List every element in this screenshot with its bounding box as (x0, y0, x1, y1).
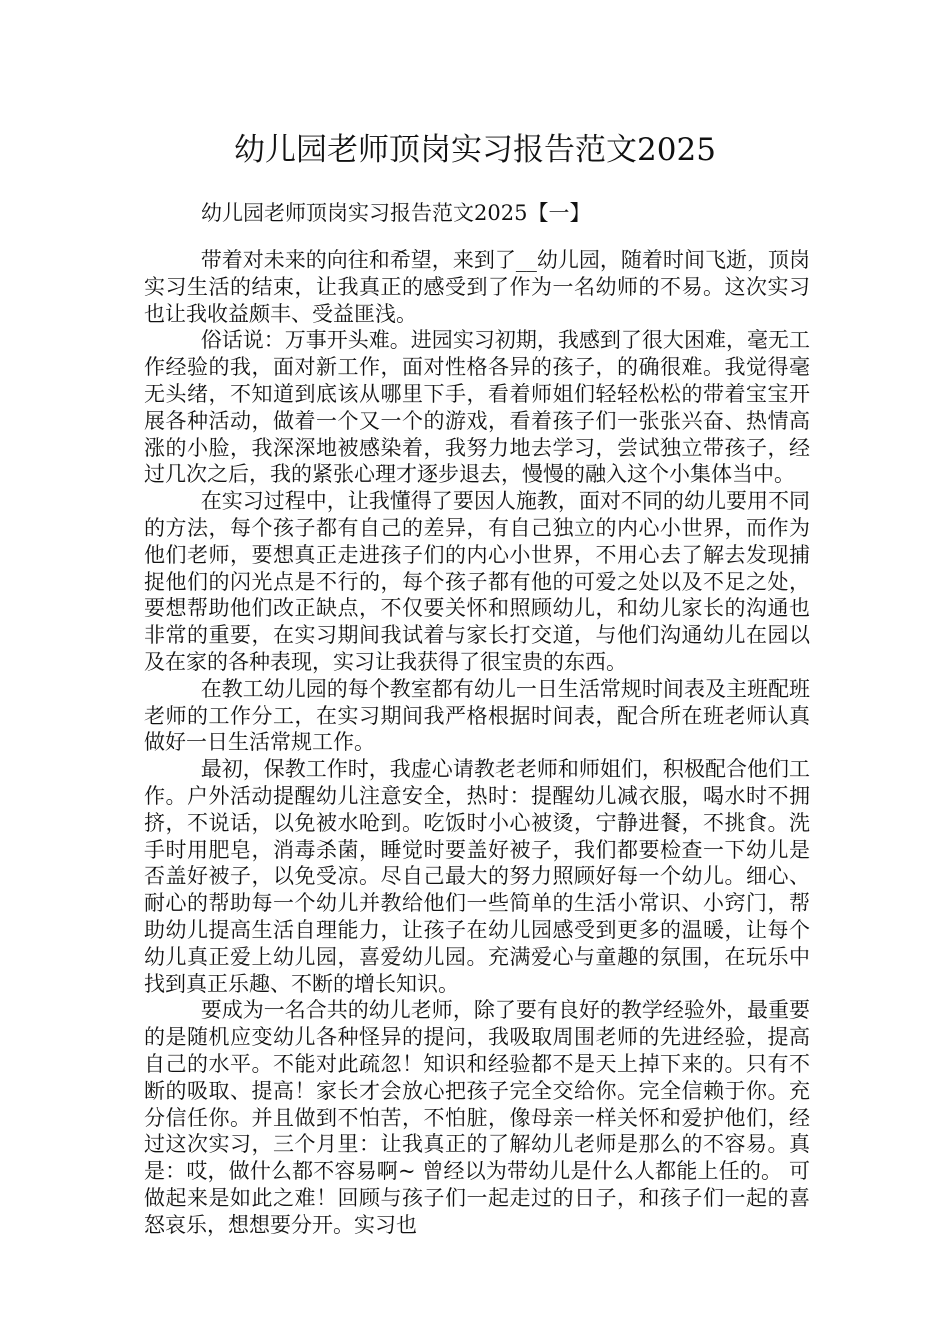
section-heading: 幼儿园老师顶岗实习报告范文2025【一】 (201, 201, 591, 225)
document-title: 幼儿园老师顶岗实习报告范文2025 (234, 132, 716, 168)
paragraph: 带着对未来的向往和希望，来到了__幼儿园，随着时间飞逝，顶岗实习生活的结束，让我真正的感受到了作为一名幼师的不易。这次实习也让我收益颇丰、受益匪浅。 (144, 248, 810, 326)
paragraph: 要成为一名合共的幼儿老师，除了要有良好的教学经验外，最重要的是随机应变幼儿各种怪异的提问，我吸取周围老师的先进经验，提高自己的水平。不能对此疏忽！知识和经验都不是天上掉下来的。只有不断的吸取、提高！家长才会放心把孩子完全交给你。完全信赖于你。充分信任你。并且做到不怕苦，不怕脏，像母亲一样关怀和爱护他们，经过这次实习，三个月里：让我真正的了解幼儿老师是那么的不容易。真是：哎，做什么都不容易啊~ 曾经以为带幼儿是什么人都能上任的。 可做起来是如此之难！回顾与孩子们一起走过的日子，和孩子们一起的喜怒哀乐，想想要分开。实习也 (144, 998, 810, 1237)
paragraph: 俗话说：万事开头难。进园实习初期，我感到了很大困难，毫无工作经验的我，面对新工作，面对性格各异的孩子，的确很难。我觉得毫无头绪，不知道到底该从哪里下手，看着师姐们轻轻松松的带着宝宝开展各种活动，做着一个又一个的游戏，看着孩子们一张张兴奋、热情高涨的小脸，我深深地被感染着，我努力地去学习，尝试独立带孩子，经过几次之后，我的紧张心理才逐步退去，慢慢的融入这个小集体当中。 (144, 328, 810, 487)
paragraph: 在实习过程中，让我懂得了要因人施教，面对不同的幼儿要用不同的方法，每个孩子都有自己的差异，有自己独立的内心小世界，而作为他们老师，要想真正走进孩子们的内心小世界，不用心去了解去发现捕捉他们的闪光点是不行的，每个孩子都有他的可爱之处以及不足之处，要想帮助他们改正缺点，不仅要关怀和照顾幼儿，和幼儿家长的沟通也非常的重要，在实习期间我试着与家长打交道，与他们沟通幼儿在园以及在家的各种表现，实习让我获得了很宝贵的东西。 (144, 489, 810, 674)
paragraph: 在教工幼儿园的每个教室都有幼儿一日生活常规时间表及主班配班老师的工作分工，在实习期间我严格根据时间表，配合所在班老师认真做好一日生活常规工作。 (144, 676, 810, 755)
paragraph: 最初，保教工作时，我虚心请教老老师和师姐们，积极配合他们工作。户外活动提醒幼儿注意安全，热时：提醒幼儿减衣服，喝水时不拥挤，不说话，以免被水呛到。吃饭时小心被烫，宁静进餐，不挑食。洗手时用肥皂，消毒杀菌，睡觉时要盖好被子，我们都要检查一下幼儿是否盖好被子，以免受凉。尽自己最大的努力照顾好每一个幼儿。细心、耐心的帮助每一个幼儿并教给他们一些简单的生活小常识、小窍门，帮助幼儿提高生活自理能力，让孩子在幼儿园感受到更多的温暖，让每个幼儿真正爱上幼儿园，喜爱幼儿园。充满爱心与童趣的氛围，在玩乐中找到真正乐趣、不断的增长知识。 (144, 757, 810, 996)
document-body (144, 247, 810, 1238)
